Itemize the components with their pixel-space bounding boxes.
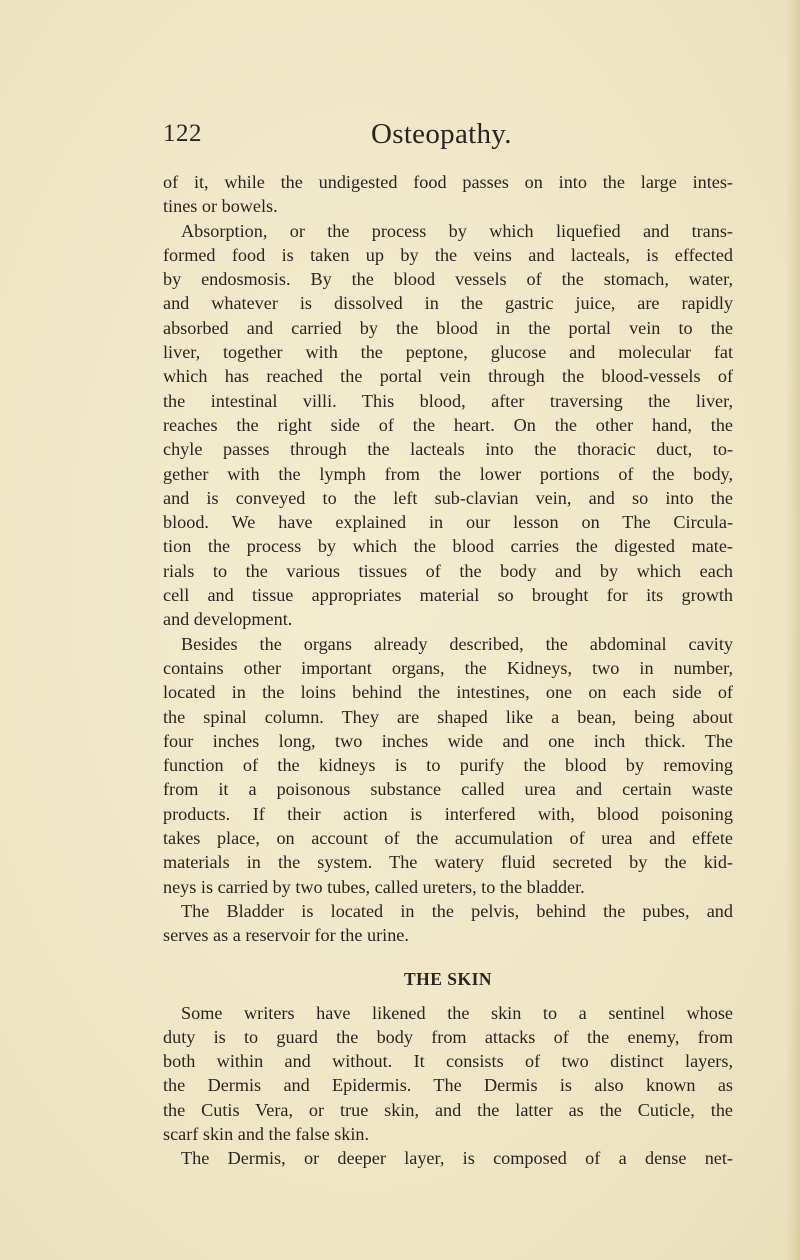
text-line: both within and without. It consists of two distinct layers, [163, 1051, 733, 1072]
text-line: takes place, on account of the accumulation of urea and effete [163, 828, 733, 849]
text-line: reaches the right side of the heart. On the other hand, the [163, 414, 733, 435]
text-line: duty is to guard the body from attacks of the enemy, from [163, 1026, 733, 1047]
text-line: and is conveyed to the left sub-clavian vein, and so into the [163, 487, 733, 508]
page-number: 122 [163, 120, 202, 147]
section-heading: THE SKIN [403, 968, 493, 989]
text-line: function of the kidneys is to purify the blood by removing [163, 755, 733, 776]
text-line: the intestinal villi. This blood, after traversing the liver, [163, 390, 733, 411]
text-line: gether with the lymph from the lower portions of the body, [163, 463, 733, 484]
text-line: chyle passes through the lacteals into the thoracic duct, to- [163, 439, 733, 460]
text-line: scarf skin and the false skin. [163, 1123, 370, 1144]
paragraph [163, 1146, 733, 1170]
text-line: the Dermis and Epidermis. The Dermis is also known as [163, 1075, 733, 1096]
text-line: cell and tissue appropriates material so brought for its growth [163, 585, 733, 606]
page-edge-shadow [786, 0, 800, 1260]
paragraph [163, 219, 733, 632]
text-line: of it, while the undigested food passes on into the large intes- [163, 172, 733, 192]
text-line: contains other important organs, the Kidneys, two in number, [163, 657, 733, 678]
text-line: and development. [163, 609, 293, 630]
text-line: which has reached the portal vein through the blood-vessels of [163, 366, 733, 387]
text-line: Some writers have likened the skin to a sentinel whose [181, 1002, 733, 1023]
paragraph [163, 899, 733, 948]
text-line: absorbed and carried by the blood in the portal vein to the [163, 317, 733, 338]
text-line: Absorption, or the process by which liquefied and trans- [181, 220, 733, 241]
text-line: from it a poisonous substance called urea and certain waste [163, 779, 733, 800]
text-line: and whatever is dissolved in the gastric juice, are rapidly [163, 293, 733, 314]
text-line: serves as a reservoir for the urine. [163, 925, 409, 946]
text-line: rials to the various tissues of the body and by which each [163, 560, 733, 581]
running-head [163, 118, 643, 158]
paragraph [163, 1001, 733, 1147]
page-title: Osteopathy. [371, 118, 512, 150]
text-line: materials in the system. The watery fluid secreted by the kid- [163, 852, 733, 873]
text-line: tines or bowels. [163, 196, 278, 217]
text-line: The Dermis, or deeper layer, is composed of a dense net- [181, 1148, 733, 1169]
paragraph [163, 632, 733, 899]
text-line: located in the loins behind the intestines, one on each side of [163, 682, 733, 703]
body-text [163, 170, 733, 1171]
text-line: by endosmosis. By the blood vessels of the stomach, water, [163, 269, 733, 290]
text-line: formed food is taken up by the veins and lacteals, is effected [163, 244, 733, 265]
text-line: liver, together with the peptone, glucose and molecular fat [163, 342, 733, 363]
text-line: tion the process by which the blood carries the digested mate- [163, 536, 733, 557]
text-line: The Bladder is located in the pelvis, behind the pubes, and [181, 900, 733, 921]
paragraph [163, 170, 733, 219]
text-line: four inches long, two inches wide and one inch thick. The [163, 730, 733, 751]
text-line: neys is carried by two tubes, called ureters, to the bladder. [163, 876, 585, 897]
text-line: Besides the organs already described, the abdominal cavity [181, 633, 733, 654]
text-line: blood. We have explained in our lesson on The Circula- [163, 512, 733, 533]
text-line: the Cutis Vera, or true skin, and the latter as the Cuticle, the [163, 1099, 733, 1120]
text-line: products. If their action is interfered with, blood poisoning [163, 803, 733, 824]
text-line: the spinal column. They are shaped like a bean, being about [163, 706, 733, 727]
